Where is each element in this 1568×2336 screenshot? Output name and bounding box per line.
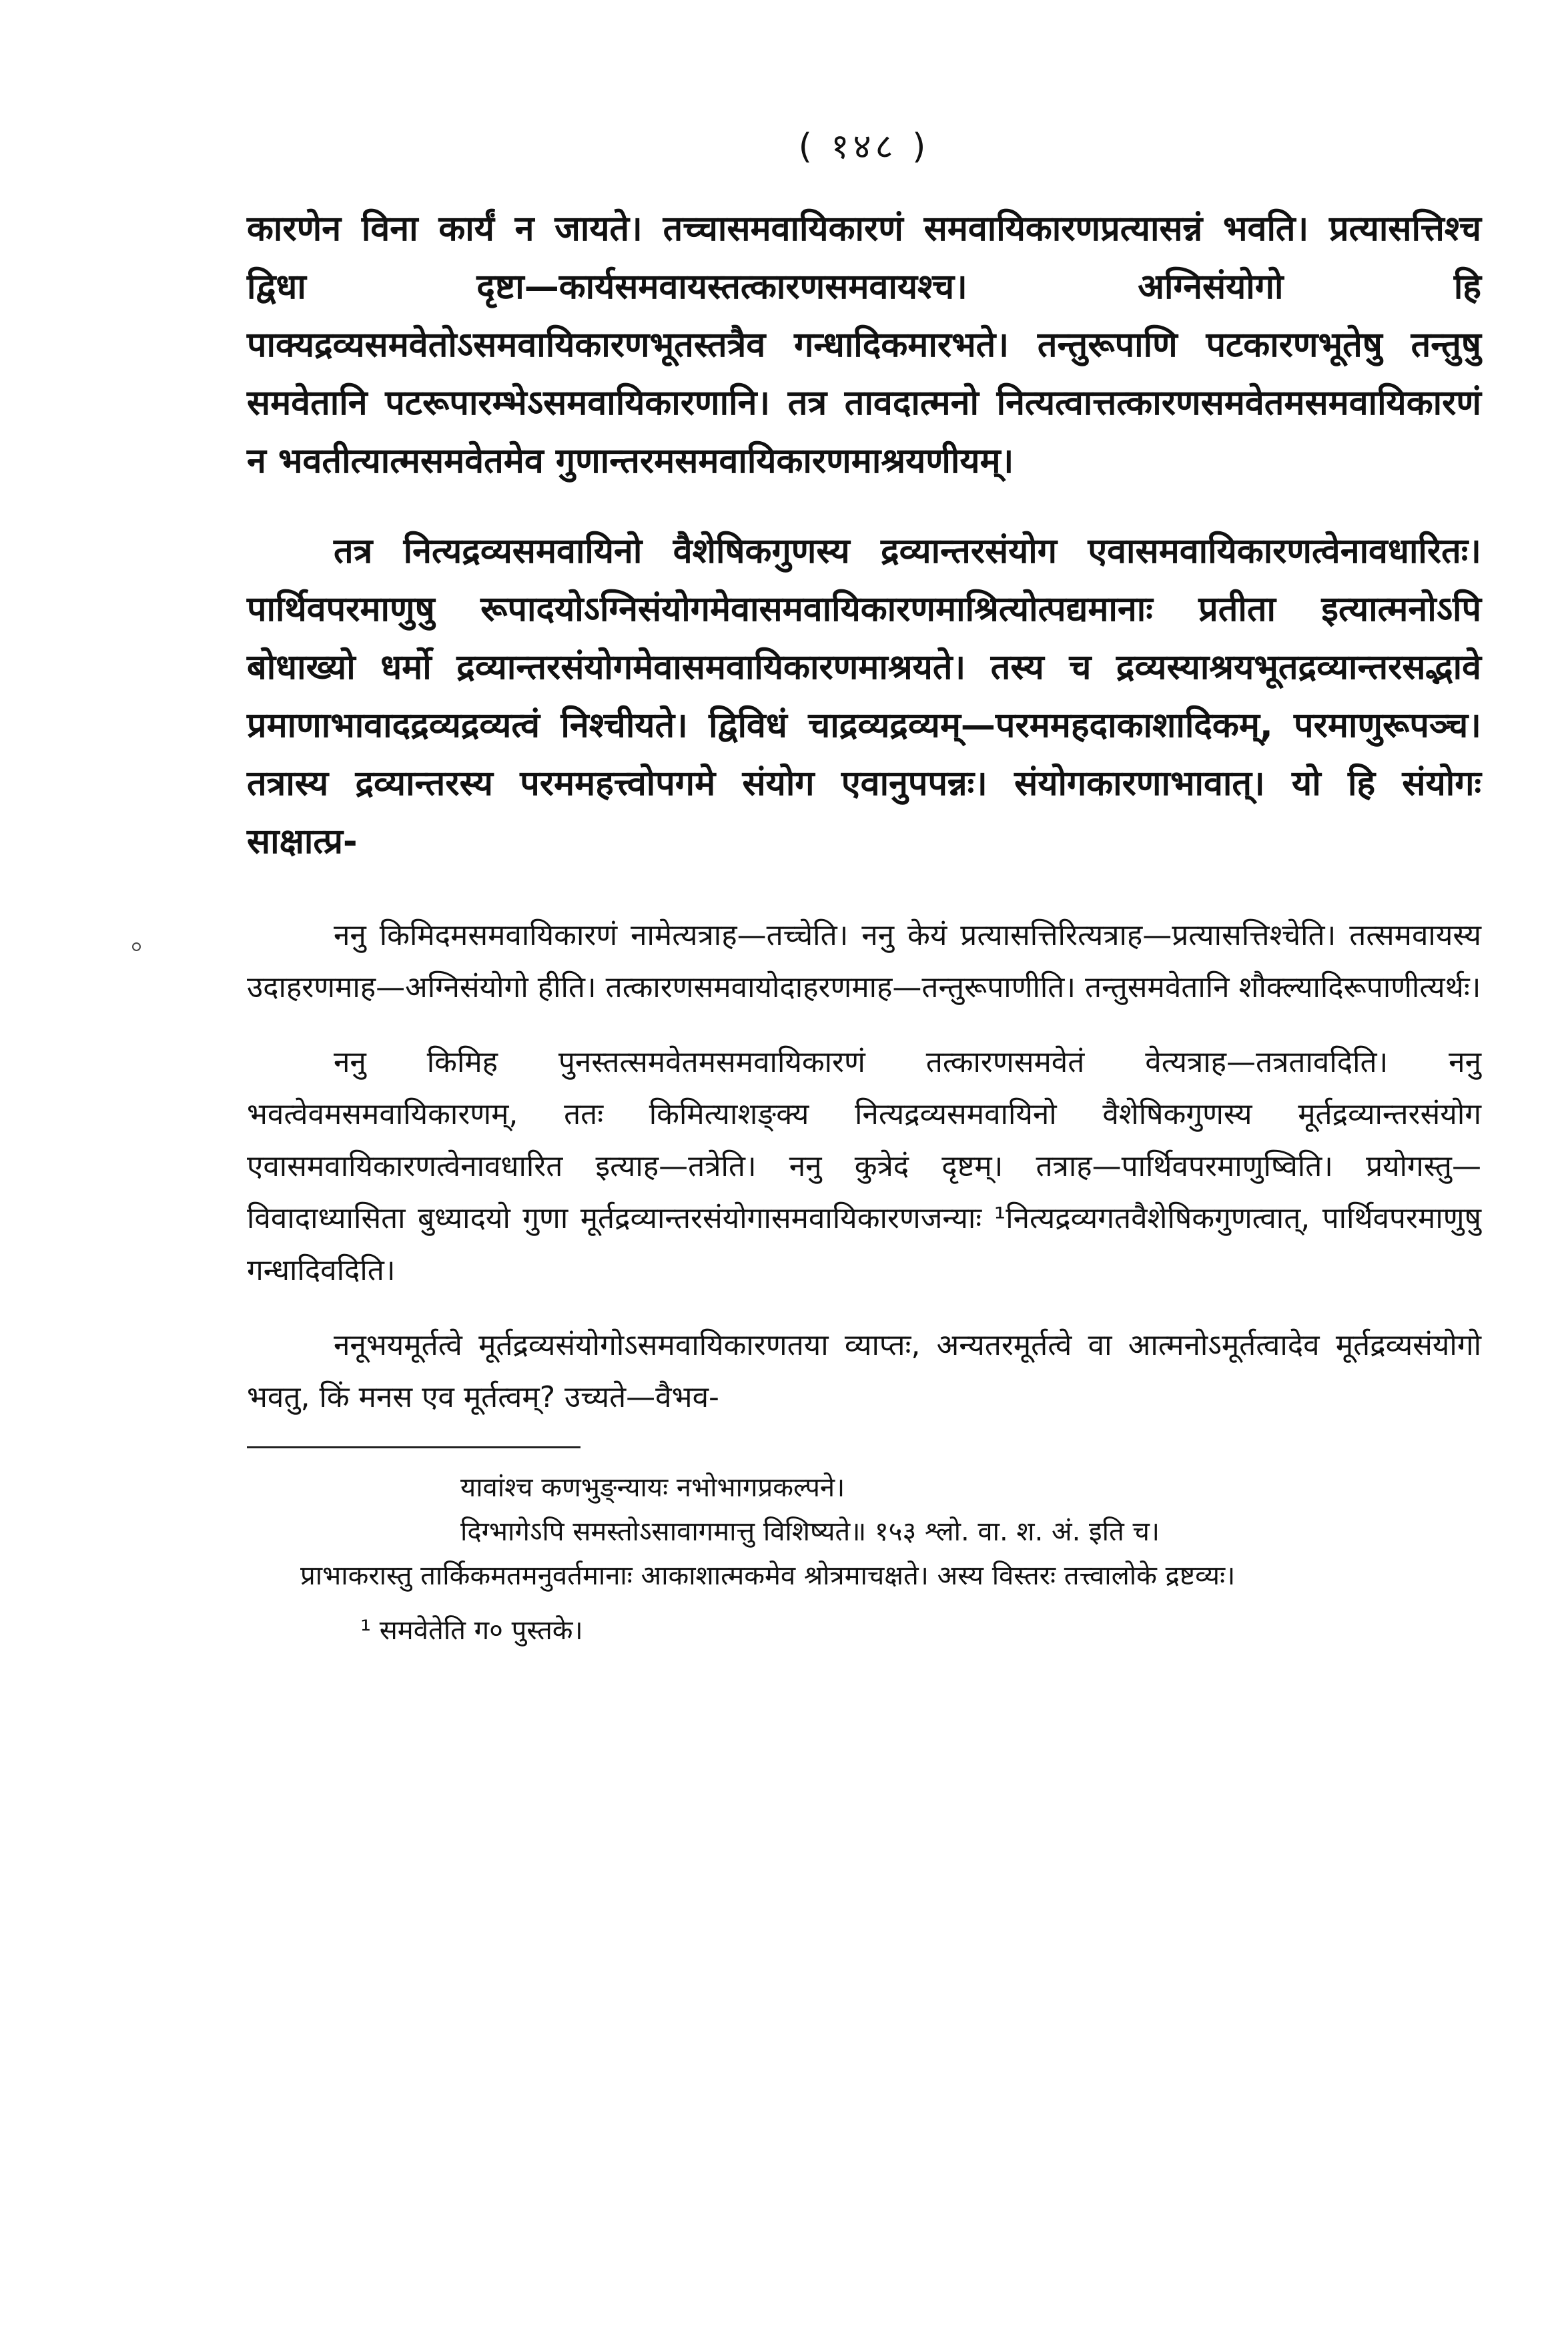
footnote-reference: ¹ समवेतेति ग० पुस्तके।	[360, 1615, 583, 1646]
footnote-verse-line-1: यावांश्च कणभुङ्न्यायः नभोभागप्रकल्पने।	[460, 1472, 845, 1503]
footnote-prose: प्राभाकरास्तु तार्किकमतमनुवर्तमानाः आकाशात्मकमेव श्रोत्रमाचक्षते। अस्य विस्तरः तत्त्वालोके द्रष्टव्यः।	[300, 1560, 1236, 1591]
main-text	[247, 200, 1481, 871]
main-paragraph-2: तत्र नित्यद्रव्यसमवायिनो वैशेषिकगुणस्य द्रव्यान्तरसंयोग एवासमवायिकारणत्वेनावधारितः। पार्थिवपरमाणुषु रूपादयोऽग्निसंयोगमेवासमवायिकारणमाश्रित्योत्पद्यमानाः प्रतीता इत्यात्मनोऽपि बोधाख्यो धर्मो द्रव्यान्तरसंयोगमेवासमवायिकारणमाश्रयते। तस्य च द्रव्यस्याश्रयभूतद्रव्यान्तरसद्भावे प्रमाणाभावादद्रव्यद्रव्यत्वं निश्चीयते। द्विविधं चाद्रव्यद्रव्यम्—परममहदाकाशादिकम्, परमाणुरूपञ्च। तत्रास्य द्रव्यान्तरस्य परममहत्त्वोपगमे संयोग एवानुपपन्नः। संयोगकारणाभावात्। यो हि संयोगः साक्षात्प्र-	[247, 531, 1481, 862]
commentary-paragraph-3: ननूभयमूर्तत्वे मूर्तद्रव्यसंयोगोऽसमवायिकारणतया व्याप्तः, अन्यतरमूर्तत्वे वा आत्मनोऽमूर्तत्वादेव मूर्तद्रव्यसंयोगो भवतु, किं मनस एव मूर्तत्वम्? उच्यते—वैभव-	[247, 1328, 1481, 1414]
document-page	[247, 127, 1481, 2296]
commentary-paragraph-2: ननु किमिह पुनस्तत्समवेतमसमवायिकारणं तत्कारणसमवेतं वेत्यत्राह—तत्रतावदिति। ननु भवत्वेवमसमवायिकारणम्, ततः किमित्याशङ्क्य नित्यद्रव्यसमवायिनो वैशेषिकगुणस्य मूर्तद्रव्यान्तरसंयोग एवासमवायिकारणत्वेनावधारित इत्याह—तत्रेति। ननु कुत्रेदं दृष्टम्। तत्राह—पार्थिवपरमाणुष्विति। प्रयोगस्तु—विवादाध्यासिता बुध्यादयो गुणा मूर्तद्रव्यान्तरसंयोगासमवायिकारणजन्याः ¹नित्यद्रव्यगतवैशेषिकगुणत्वात्, पार्थिवपरमाणुषु गन्धादिवदिति।	[247, 1045, 1481, 1287]
commentary-paragraph-1: ननु किमिदमसमवायिकारणं नामेत्यत्राह—तच्चेति। ननु केयं प्रत्यासत्तिरित्यत्राह—प्रत्यासत्तिश्चेति। तत्समवायस्य उदाहरणमाह—अग्निसंयोगो हीति। तत्कारणसमवायोदाहरणमाह—तन्तुरूपाणीति। तन्तुसमवेतानि शौक्ल्यादिरूपाणीत्यर्थः।	[247, 918, 1481, 1004]
footnotes	[247, 1466, 1481, 1653]
footnote-verse-line-2: दिग्भागेऽपि समस्तोऽसावागमात्तु विशिष्यते॥ १५३ श्लो. वा. श. अं. इति च।	[460, 1516, 1160, 1547]
main-paragraph-1: कारणेन विना कार्यं न जायते। तच्चासमवायिकारणं समवायिकारणप्रत्यासन्नं भवति। प्रत्यासत्तिश्च द्विधा दृष्टा—कार्यसमवायस्तत्कारणसमवायश्च। अग्निसंयोगो हि पाक्यद्रव्यसमवेतोऽसमवायिकारणभूतस्तत्रैव गन्धादिकमारभते। तन्तुरूपाणि पटकारणभूतेषु तन्तुषु समवेतानि पटरूपारम्भेऽसमवायिकारणानि। तत्र तावदात्मनो नित्यत्वात्तत्कारणसमवेतमसमवायिकारणं न भवतीत्यात्मसमवेतमेव गुणान्तरमसमवायिकारणमाश्रयणीयम्।	[247, 209, 1481, 481]
page-number: ( १४८ )	[798, 127, 930, 167]
footnote-divider	[247, 1446, 580, 1448]
commentary	[247, 910, 1481, 1424]
stray-ink-mark	[132, 942, 141, 951]
